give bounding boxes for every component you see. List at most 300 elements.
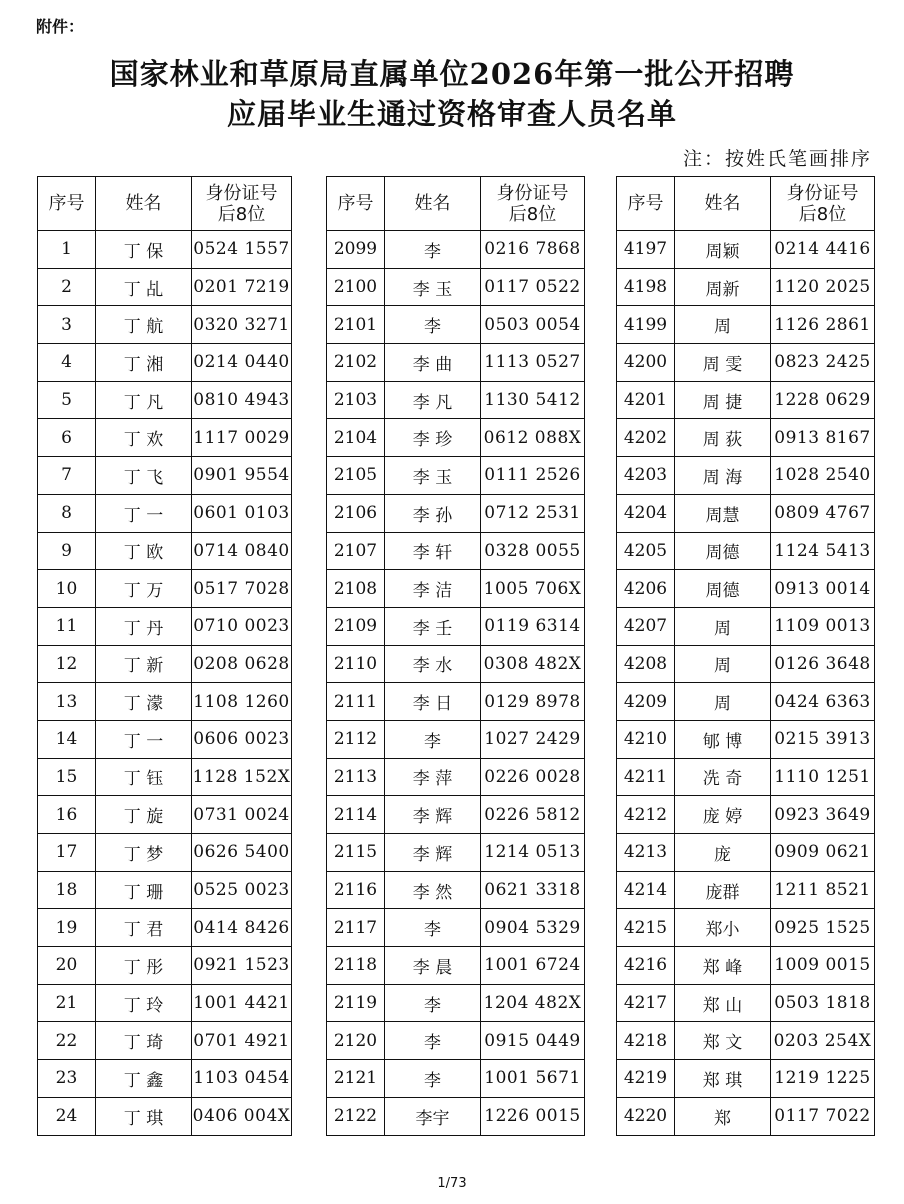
cell-seq: 12: [38, 645, 96, 683]
cell-seq: 2109: [327, 607, 385, 645]
cell-name: 李 晨: [385, 947, 481, 985]
cell-name: 丁 凡: [96, 381, 192, 419]
table-row: [38, 268, 292, 306]
cell-name: 李: [385, 306, 481, 344]
cell-id: 1110 1251: [771, 758, 875, 796]
header-id-line1: 身份证号: [496, 182, 569, 204]
table-row: [38, 984, 292, 1022]
cell-id: 0126 3648: [771, 645, 875, 683]
cell-name: 李: [385, 909, 481, 947]
cell-id: 1130 5412: [481, 381, 585, 419]
cell-name: 李 萍: [385, 758, 481, 796]
cell-seq: 4207: [617, 607, 675, 645]
cell-id: 1219 1225: [771, 1060, 875, 1098]
table-row: [38, 344, 292, 382]
cell-name: 李 然: [385, 871, 481, 909]
cell-name: 郑 琪: [675, 1060, 771, 1098]
table-row: [38, 834, 292, 872]
table-row: [617, 909, 875, 947]
table-row: [617, 532, 875, 570]
cell-id: 0904 5329: [481, 909, 585, 947]
cell-name: 丁 珊: [96, 871, 192, 909]
cell-name: 周慧: [675, 494, 771, 532]
cell-seq: 14: [38, 720, 96, 758]
table-row: [327, 381, 585, 419]
sort-note: 注：按姓氏笔画排序: [682, 148, 872, 170]
cell-id: 0320 3271: [192, 306, 292, 344]
cell-name: 周: [675, 683, 771, 721]
cell-id: 0203 254X: [771, 1022, 875, 1060]
cell-id: 0810 4943: [192, 381, 292, 419]
cell-name: 丁 湘: [96, 344, 192, 382]
cell-name: 周 雯: [675, 344, 771, 382]
cell-id: 0525 0023: [192, 871, 292, 909]
cell-seq: 4215: [617, 909, 675, 947]
cell-name: 郑小: [675, 909, 771, 947]
table-row: [38, 796, 292, 834]
cell-seq: 16: [38, 796, 96, 834]
cell-id: 1204 482X: [481, 984, 585, 1022]
table-row: [327, 231, 585, 269]
cell-name: 郑 峰: [675, 947, 771, 985]
header-name: 姓名: [96, 177, 192, 231]
table-row: [38, 570, 292, 608]
cell-seq: 4205: [617, 532, 675, 570]
cell-seq: 2102: [327, 344, 385, 382]
cell-seq: 2110: [327, 645, 385, 683]
cell-name: 李 轩: [385, 532, 481, 570]
cell-name: 丁 一: [96, 720, 192, 758]
cell-seq: 4202: [617, 419, 675, 457]
cell-name: 李 辉: [385, 796, 481, 834]
cell-id: 0601 0103: [192, 494, 292, 532]
cell-name: 丁 君: [96, 909, 192, 947]
cell-id: 1108 1260: [192, 683, 292, 721]
cell-seq: 2101: [327, 306, 385, 344]
table-row: [327, 419, 585, 457]
cell-seq: 2103: [327, 381, 385, 419]
header-seq: 序号: [617, 177, 675, 231]
header-id: [192, 177, 292, 231]
table-row: [38, 457, 292, 495]
table-row: [327, 720, 585, 758]
cell-seq: 4217: [617, 984, 675, 1022]
cell-id: 1028 2540: [771, 457, 875, 495]
cell-id: 0424 6363: [771, 683, 875, 721]
cell-name: 周德: [675, 532, 771, 570]
cell-seq: 4214: [617, 871, 675, 909]
cell-id: 0524 1557: [192, 231, 292, 269]
cell-name: 周: [675, 645, 771, 683]
cell-name: 庞群: [675, 871, 771, 909]
cell-seq: 2118: [327, 947, 385, 985]
cell-name: 庞: [675, 834, 771, 872]
table-row: [327, 570, 585, 608]
cell-seq: 4213: [617, 834, 675, 872]
cell-name: 李 辉: [385, 834, 481, 872]
table-row: [617, 457, 875, 495]
table-row: [617, 344, 875, 382]
table-row: [38, 758, 292, 796]
cell-name: 丁 一: [96, 494, 192, 532]
cell-seq: 3: [38, 306, 96, 344]
cell-id: 1001 5671: [481, 1060, 585, 1098]
cell-id: 1211 8521: [771, 871, 875, 909]
cell-name: 丁 彤: [96, 947, 192, 985]
cell-seq: 2112: [327, 720, 385, 758]
cell-name: 丁 琦: [96, 1022, 192, 1060]
cell-name: 周新: [675, 268, 771, 306]
cell-seq: 19: [38, 909, 96, 947]
header-seq: 序号: [327, 177, 385, 231]
cell-id: 0214 4416: [771, 231, 875, 269]
cell-name: 周 捷: [675, 381, 771, 419]
cell-id: 1001 6724: [481, 947, 585, 985]
table-row: [327, 532, 585, 570]
table-row: [617, 419, 875, 457]
table-row: [327, 947, 585, 985]
cell-name: 丁 钰: [96, 758, 192, 796]
table-row: [617, 306, 875, 344]
cell-id: 0226 0028: [481, 758, 585, 796]
cell-id: 0909 0621: [771, 834, 875, 872]
cell-seq: 8: [38, 494, 96, 532]
header-id-line2: 后8位: [217, 203, 266, 225]
cell-name: 李 水: [385, 645, 481, 683]
cell-id: 0925 1525: [771, 909, 875, 947]
cell-seq: 5: [38, 381, 96, 419]
cell-id: 1113 0527: [481, 344, 585, 382]
cell-seq: 4199: [617, 306, 675, 344]
cell-seq: 4200: [617, 344, 675, 382]
cell-name: 丁 丹: [96, 607, 192, 645]
cell-seq: 2117: [327, 909, 385, 947]
header-id-line1: 身份证号: [786, 182, 859, 204]
cell-name: 周: [675, 306, 771, 344]
cell-id: 0901 9554: [192, 457, 292, 495]
table-row: [38, 1097, 292, 1135]
cell-id: 0913 8167: [771, 419, 875, 457]
header-seq: 序号: [38, 177, 96, 231]
cell-seq: 4210: [617, 720, 675, 758]
page-title-line1: 国家林业和草原局直属单位2026年第一批公开招聘: [109, 57, 795, 91]
cell-name: 周: [675, 607, 771, 645]
table-row: [617, 796, 875, 834]
table-row: [327, 1022, 585, 1060]
cell-id: 1103 0454: [192, 1060, 292, 1098]
cell-name: 丁 濛: [96, 683, 192, 721]
cell-id: 0215 3913: [771, 720, 875, 758]
table-row: [38, 419, 292, 457]
table-row: [38, 947, 292, 985]
cell-id: 0921 1523: [192, 947, 292, 985]
cell-seq: 4219: [617, 1060, 675, 1098]
table-row: [327, 494, 585, 532]
cell-seq: 2120: [327, 1022, 385, 1060]
cell-name: 李 玉: [385, 457, 481, 495]
cell-seq: 4209: [617, 683, 675, 721]
cell-id: 0308 482X: [481, 645, 585, 683]
cell-id: 1001 4421: [192, 984, 292, 1022]
cell-id: 0731 0024: [192, 796, 292, 834]
cell-seq: 24: [38, 1097, 96, 1135]
table-row: [327, 909, 585, 947]
attachment-label: 附件：: [36, 17, 85, 36]
cell-id: 1005 706X: [481, 570, 585, 608]
cell-seq: 4198: [617, 268, 675, 306]
cell-seq: 4197: [617, 231, 675, 269]
cell-name: 郑 文: [675, 1022, 771, 1060]
cell-seq: 23: [38, 1060, 96, 1098]
cell-id: 0612 088X: [481, 419, 585, 457]
cell-seq: 7: [38, 457, 96, 495]
cell-id: 0111 2526: [481, 457, 585, 495]
cell-seq: 4212: [617, 796, 675, 834]
cell-id: 0923 3649: [771, 796, 875, 834]
cell-name: 李 曲: [385, 344, 481, 382]
cell-id: 0915 0449: [481, 1022, 585, 1060]
cell-name: 李 日: [385, 683, 481, 721]
cell-id: 0503 1818: [771, 984, 875, 1022]
header-name: 姓名: [385, 177, 481, 231]
cell-name: 周 荻: [675, 419, 771, 457]
table-row: [38, 381, 292, 419]
roster-table-3: [616, 176, 875, 1136]
cell-id: 0626 5400: [192, 834, 292, 872]
cell-id: 0606 0023: [192, 720, 292, 758]
cell-id: 0216 7868: [481, 231, 585, 269]
cell-name: 周 海: [675, 457, 771, 495]
cell-id: 0117 7022: [771, 1097, 875, 1135]
header-id-line2: 后8位: [798, 203, 847, 225]
table-row: [327, 645, 585, 683]
cell-seq: 9: [38, 532, 96, 570]
cell-seq: 4211: [617, 758, 675, 796]
cell-name: 丁 旋: [96, 796, 192, 834]
cell-id: 0621 3318: [481, 871, 585, 909]
cell-seq: 2122: [327, 1097, 385, 1135]
table-row: [617, 947, 875, 985]
cell-seq: 2104: [327, 419, 385, 457]
cell-id: 0701 4921: [192, 1022, 292, 1060]
table-row: [327, 457, 585, 495]
cell-id: 0710 0023: [192, 607, 292, 645]
cell-seq: 2114: [327, 796, 385, 834]
table-row: [327, 268, 585, 306]
table-row: [617, 871, 875, 909]
cell-seq: 2119: [327, 984, 385, 1022]
cell-seq: 6: [38, 419, 96, 457]
cell-name: 郇 博: [675, 720, 771, 758]
roster-table-1: [37, 176, 292, 1136]
cell-seq: 4206: [617, 570, 675, 608]
cell-id: 0117 0522: [481, 268, 585, 306]
cell-id: 0517 7028: [192, 570, 292, 608]
cell-name: 丁 万: [96, 570, 192, 608]
cell-seq: 4218: [617, 1022, 675, 1060]
table-row: [38, 494, 292, 532]
cell-name: 丁 飞: [96, 457, 192, 495]
cell-seq: 20: [38, 947, 96, 985]
cell-seq: 15: [38, 758, 96, 796]
cell-name: 丁 航: [96, 306, 192, 344]
cell-seq: 11: [38, 607, 96, 645]
cell-seq: 10: [38, 570, 96, 608]
page-title-line2: 应届毕业生通过资格审查人员名单: [226, 97, 677, 131]
cell-seq: 2: [38, 268, 96, 306]
cell-name: 丁 保: [96, 231, 192, 269]
cell-id: 0809 4767: [771, 494, 875, 532]
cell-seq: 2116: [327, 871, 385, 909]
cell-id: 1228 0629: [771, 381, 875, 419]
cell-name: 丁 鑫: [96, 1060, 192, 1098]
cell-seq: 2115: [327, 834, 385, 872]
cell-id: 1226 0015: [481, 1097, 585, 1135]
cell-seq: 4: [38, 344, 96, 382]
table-row: [617, 720, 875, 758]
header-name: 姓名: [675, 177, 771, 231]
header-id-line2: 后8位: [508, 203, 557, 225]
cell-name: 丁 欢: [96, 419, 192, 457]
cell-seq: 2107: [327, 532, 385, 570]
cell-name: 周颖: [675, 231, 771, 269]
cell-name: 郑: [675, 1097, 771, 1135]
cell-name: 郑 山: [675, 984, 771, 1022]
table-row: [327, 1060, 585, 1098]
table-row: [38, 1022, 292, 1060]
header-id: [771, 177, 875, 231]
table-row: [617, 645, 875, 683]
cell-seq: 1: [38, 231, 96, 269]
cell-name: 李: [385, 720, 481, 758]
cell-name: 李 玉: [385, 268, 481, 306]
table-row: [327, 344, 585, 382]
table-row: [38, 607, 292, 645]
cell-seq: 2121: [327, 1060, 385, 1098]
cell-id: 1009 0015: [771, 947, 875, 985]
table-row: [617, 1097, 875, 1135]
cell-seq: 2111: [327, 683, 385, 721]
page-number: 1/73: [437, 1176, 467, 1191]
table-row: [617, 683, 875, 721]
table-header-row: [617, 177, 875, 231]
cell-name: 李宇: [385, 1097, 481, 1135]
cell-name: 李: [385, 1022, 481, 1060]
table-row: [617, 1022, 875, 1060]
cell-id: 1126 2861: [771, 306, 875, 344]
table-row: [38, 306, 292, 344]
table-row: [617, 1060, 875, 1098]
table-row: [617, 758, 875, 796]
table-row: [38, 1060, 292, 1098]
cell-id: 0208 0628: [192, 645, 292, 683]
cell-seq: 4220: [617, 1097, 675, 1135]
cell-id: 0119 6314: [481, 607, 585, 645]
cell-name: 李: [385, 984, 481, 1022]
cell-seq: 18: [38, 871, 96, 909]
cell-name: 李: [385, 231, 481, 269]
cell-name: 李 珍: [385, 419, 481, 457]
table-row: [617, 607, 875, 645]
table-row: [327, 306, 585, 344]
cell-id: 1214 0513: [481, 834, 585, 872]
cell-id: 1027 2429: [481, 720, 585, 758]
table-row: [327, 683, 585, 721]
cell-name: 冼 奇: [675, 758, 771, 796]
cell-name: 周德: [675, 570, 771, 608]
cell-name: 李 壬: [385, 607, 481, 645]
cell-name: 李 孙: [385, 494, 481, 532]
table-header-row: [38, 177, 292, 231]
cell-name: 李 洁: [385, 570, 481, 608]
table-row: [617, 494, 875, 532]
cell-seq: 21: [38, 984, 96, 1022]
cell-id: 0712 2531: [481, 494, 585, 532]
table-row: [327, 796, 585, 834]
cell-name: 李: [385, 1060, 481, 1098]
table-row: [617, 268, 875, 306]
cell-id: 1120 2025: [771, 268, 875, 306]
table-row: [617, 834, 875, 872]
table-row: [327, 834, 585, 872]
table-row: [327, 1097, 585, 1135]
table-header-row: [327, 177, 585, 231]
cell-seq: 2100: [327, 268, 385, 306]
cell-id: 0503 0054: [481, 306, 585, 344]
cell-name: 李 凡: [385, 381, 481, 419]
cell-seq: 2108: [327, 570, 385, 608]
header-id-line1: 身份证号: [205, 182, 278, 204]
cell-seq: 17: [38, 834, 96, 872]
cell-id: 0823 2425: [771, 344, 875, 382]
cell-id: 1124 5413: [771, 532, 875, 570]
cell-seq: 22: [38, 1022, 96, 1060]
table-row: [38, 871, 292, 909]
cell-id: 0201 7219: [192, 268, 292, 306]
cell-seq: 2106: [327, 494, 385, 532]
header-id: [481, 177, 585, 231]
roster-table-2: [326, 176, 585, 1136]
cell-name: 庞 婷: [675, 796, 771, 834]
table-row: [38, 231, 292, 269]
table-row: [38, 683, 292, 721]
cell-name: 丁 乩: [96, 268, 192, 306]
cell-seq: 4208: [617, 645, 675, 683]
table-row: [327, 871, 585, 909]
cell-id: 0913 0014: [771, 570, 875, 608]
table-row: [327, 758, 585, 796]
cell-id: 0328 0055: [481, 532, 585, 570]
cell-name: 丁 玲: [96, 984, 192, 1022]
cell-name: 丁 琪: [96, 1097, 192, 1135]
cell-name: 丁 欧: [96, 532, 192, 570]
table-row: [38, 645, 292, 683]
cell-id: 1117 0029: [192, 419, 292, 457]
cell-id: 0714 0840: [192, 532, 292, 570]
table-row: [617, 381, 875, 419]
table-row: [38, 909, 292, 947]
cell-seq: 2099: [327, 231, 385, 269]
cell-name: 丁 梦: [96, 834, 192, 872]
cell-id: 0129 8978: [481, 683, 585, 721]
cell-seq: 13: [38, 683, 96, 721]
table-row: [617, 984, 875, 1022]
cell-seq: 2105: [327, 457, 385, 495]
cell-id: 1109 0013: [771, 607, 875, 645]
table-row: [38, 720, 292, 758]
cell-seq: 4201: [617, 381, 675, 419]
table-row: [327, 607, 585, 645]
